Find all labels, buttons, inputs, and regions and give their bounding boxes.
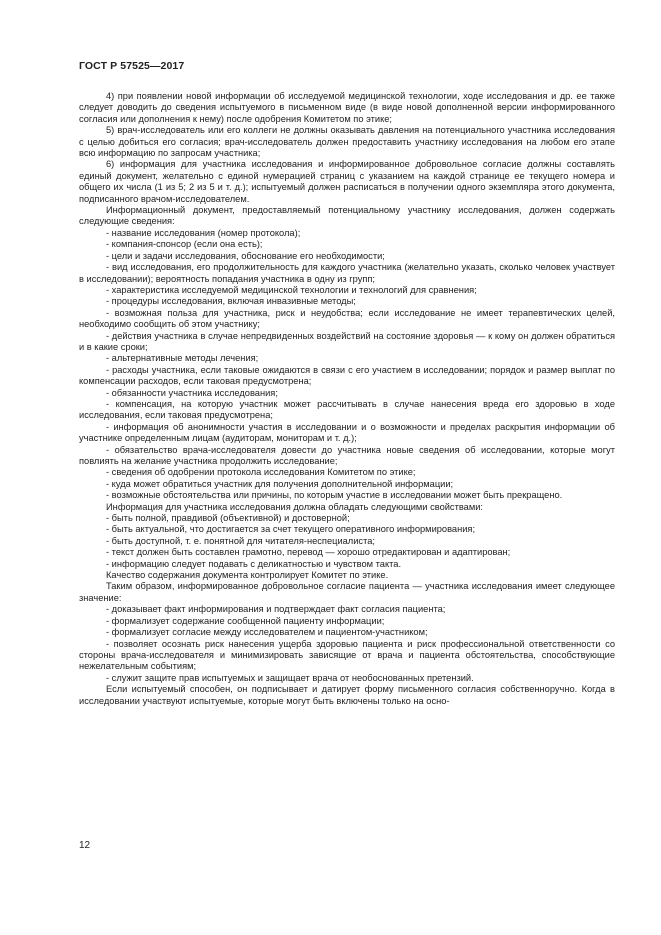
paragraph: - быть полной, правдивой (объективной) и достоверной; <box>106 513 350 524</box>
paragraph: - обязанности участника исследования; <box>106 387 278 398</box>
paragraph: - компенсация, на которую участник может рассчитывать в случае нанесения вреда его здоровью в ходе исследования, если таковая предусмотрена; <box>79 398 615 421</box>
paragraph: - возможная польза для участника, риск и неудобства; если исследование не имеет терапевтических целей, необходимо сообщить об этом участнику; <box>79 307 615 330</box>
paragraph: - вид исследования, его продолжительность для каждого участника (желательно указать, сколько человек участвует в исследовании); вероятность попадания участника в одну из групп; <box>79 262 615 284</box>
paragraph: Качество содержания документа контролирует Комитет по этике. <box>106 570 389 581</box>
paragraph: - расходы участника, если таковые ожидаются в связи с его участием в исследовании; порядок и размер выплат по компенсации расходов, если таковая предусмотрена; <box>79 364 615 387</box>
paragraph: - название исследования (номер протокола); <box>106 227 301 238</box>
paragraph: 4) при появлении новой информации об исследуемой медицинской технологии, ходе исследования и др. ее также следует доводить до сведения испытуемого в письменном виде (в виде новой дополненной версии информированного согласия или дополнения к нему) после одобрения Комитетом по этике; <box>79 91 615 124</box>
paragraph: Информационный документ, предоставляемый потенциальному участнику исследования, должен содержать следующие сведения: <box>79 205 615 227</box>
paragraph: - позволяет осознать риск нанесения ущерба здоровью пациента и риск профессиональной ответственности со стороны врача-исследователя и минимизировать зависящие от врача и пациента обстоятельства, способствующие нежелательным событиям; <box>79 638 615 672</box>
paragraph: - информация об анонимности участия в исследовании и о возможности и пределах раскрытия информации об участнике определенным лицам (аудиторам, мониторам и т. д.); <box>79 421 615 444</box>
paragraph: - компания-спонсор (если она есть); <box>106 239 263 250</box>
paragraph: - обязательство врача-исследователя довести до участника новые сведения об исследовании, которые могут повлиять на желание участника продолжить исследование; <box>79 444 615 466</box>
paragraph: - служит защите прав испытуемых и защищает врача от необоснованных претензий. <box>106 672 474 683</box>
document-header: ГОСТ Р 57525—2017 <box>79 60 185 72</box>
paragraph: - быть актуальной, что достигается за счет текущего оперативного информирования; <box>106 524 476 535</box>
paragraph: - действия участника в случае непредвиденных воздействий на состояние здоровья — к кому он должен обратиться и в какие сроки; <box>79 330 615 352</box>
paragraph: - альтернативные методы лечения; <box>106 353 259 364</box>
paragraph: - возможные обстоятельства или причины, по которым участие в исследовании может быть прекращено. <box>106 490 563 501</box>
page-number: 12 <box>79 840 91 851</box>
paragraph: - информацию следует подавать с деликатностью и чувством такта. <box>106 558 402 569</box>
paragraph: 5) врач-исследователь или его коллеги не должны оказывать давления на потенциального участника исследования с целью добиться его согласия; врач-исследователь должен предоставить участнику исследования на любом его этапе всю информацию по запросам участника; <box>79 125 615 159</box>
paragraph: - цели и задачи исследования, обоснование его необходимости; <box>106 250 385 261</box>
paragraph: - формализует содержание сообщенной пациенту информации; <box>106 615 385 626</box>
document-body <box>79 91 615 707</box>
paragraph: Таким образом, информированное добровольное согласие пациента — участника исследования имеет следующее значение: <box>79 581 615 603</box>
paragraph: Информация для участника исследования должна обладать следующими свойствами: <box>106 501 484 512</box>
paragraph: Если испытуемый способен, он подписывает и датирует форму письменного согласия собственноручно. Когда в исследовании участвуют испытуемые, которые могут быть включены только на осно- <box>79 684 615 706</box>
paragraph: - текст должен быть составлен грамотно, перевод — хорошо отредактирован и адаптирован; <box>106 547 511 558</box>
paragraph: - процедуры исследования, включая инвазивные методы; <box>106 296 356 307</box>
paragraph: - формализует согласие между исследователем и пациентом-участником; <box>106 627 428 638</box>
paragraph: - доказывает факт информирования и подтверждает факт согласия пациента; <box>106 604 446 615</box>
paragraph: - быть доступной, т. е. понятной для читателя-неспециалиста; <box>106 535 375 546</box>
paragraph: - сведения об одобрении протокола исследования Комитетом по этике; <box>106 467 416 478</box>
paragraph: - куда может обратиться участник для получения дополнительной информации; <box>106 478 454 489</box>
paragraph: - характеристика исследуемой медицинской технологии и технологий для сравнения; <box>106 284 477 295</box>
paragraph: 6) информация для участника исследования и информированное добровольное согласие должны составлять единый документ, желательно с единой нумерацией страниц с указанием на каждой странице ее текущего номера и общего их числа (1 из 5; 2 из 5 и т. д.); испытуемый должен расписаться в получении одного экземпляра этого документа, подписанного врачом-исследователем. <box>79 159 615 204</box>
